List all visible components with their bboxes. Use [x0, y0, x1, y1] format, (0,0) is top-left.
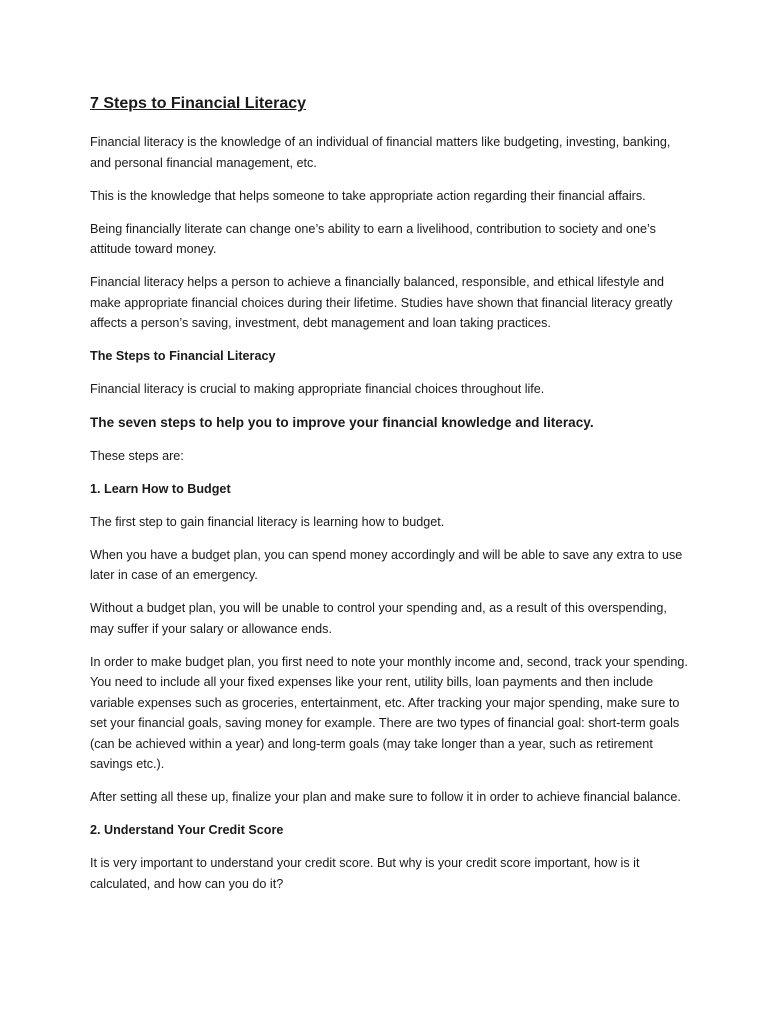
paragraph: It is very important to understand your credit score. But why is your credit score important, how is it calculated, and how can you do it?	[90, 856, 640, 891]
section-heading: The Steps to Financial Literacy	[90, 349, 276, 363]
step-heading: 2. Understand Your Credit Score	[90, 823, 284, 837]
intro-paragraph: Financial literacy is the knowledge of an individual of financial matters like budgeting, investing, banking, and personal financial management, etc.	[90, 135, 671, 170]
paragraph: Financial literacy is crucial to making appropriate financial choices throughout life.	[90, 382, 545, 396]
paragraph: Financial literacy helps a person to achieve a financially balanced, responsible, and ethical lifestyle and make appropriate financial choices during their lifetime. Studies have shown that financial literacy greatly affects a person’s saving, investment, debt management and loan taking practices.	[90, 275, 673, 330]
step-heading: 1. Learn How to Budget	[90, 481, 231, 496]
paragraph: These steps are:	[90, 448, 184, 463]
paragraph: When you have a budget plan, you can spend money accordingly and will be able to save any extra to use later in case of an emergency.	[90, 547, 683, 582]
paragraph: This is the knowledge that helps someone to take appropriate action regarding their financial affairs.	[90, 188, 646, 203]
paragraph: The first step to gain financial literacy is learning how to budget.	[90, 514, 445, 529]
paragraph: In order to make budget plan, you first need to note your monthly income and, second, track your spending. You need to include all your fixed expenses like your rent, utility bills, loan payments and then include variable expenses such as groceries, entertainment, etc. After tracking your major spending, make sure to set your financial goals, saving money for example. There are two types of financial goal: short-term goals (can be achieved within a year) and long-term goals (may take longer than a year, such as retirement savings etc.).	[90, 654, 688, 771]
paragraph: Being financially literate can change one’s ability to earn a livelihood, contribution to society and one’s attitude toward money.	[90, 221, 656, 256]
lead-heading: The seven steps to help you to improve your financial knowledge and literacy.	[90, 415, 594, 430]
paragraph: After setting all these up, finalize your plan and make sure to follow it in order to achieve financial balance.	[90, 790, 681, 804]
paragraph: Without a budget plan, you will be unable to control your spending and, as a result of this overspending, may suffer if your salary or allowance ends.	[90, 601, 667, 636]
document-page	[90, 92, 690, 907]
document-title: 7 Steps to Financial Literacy	[90, 95, 307, 112]
